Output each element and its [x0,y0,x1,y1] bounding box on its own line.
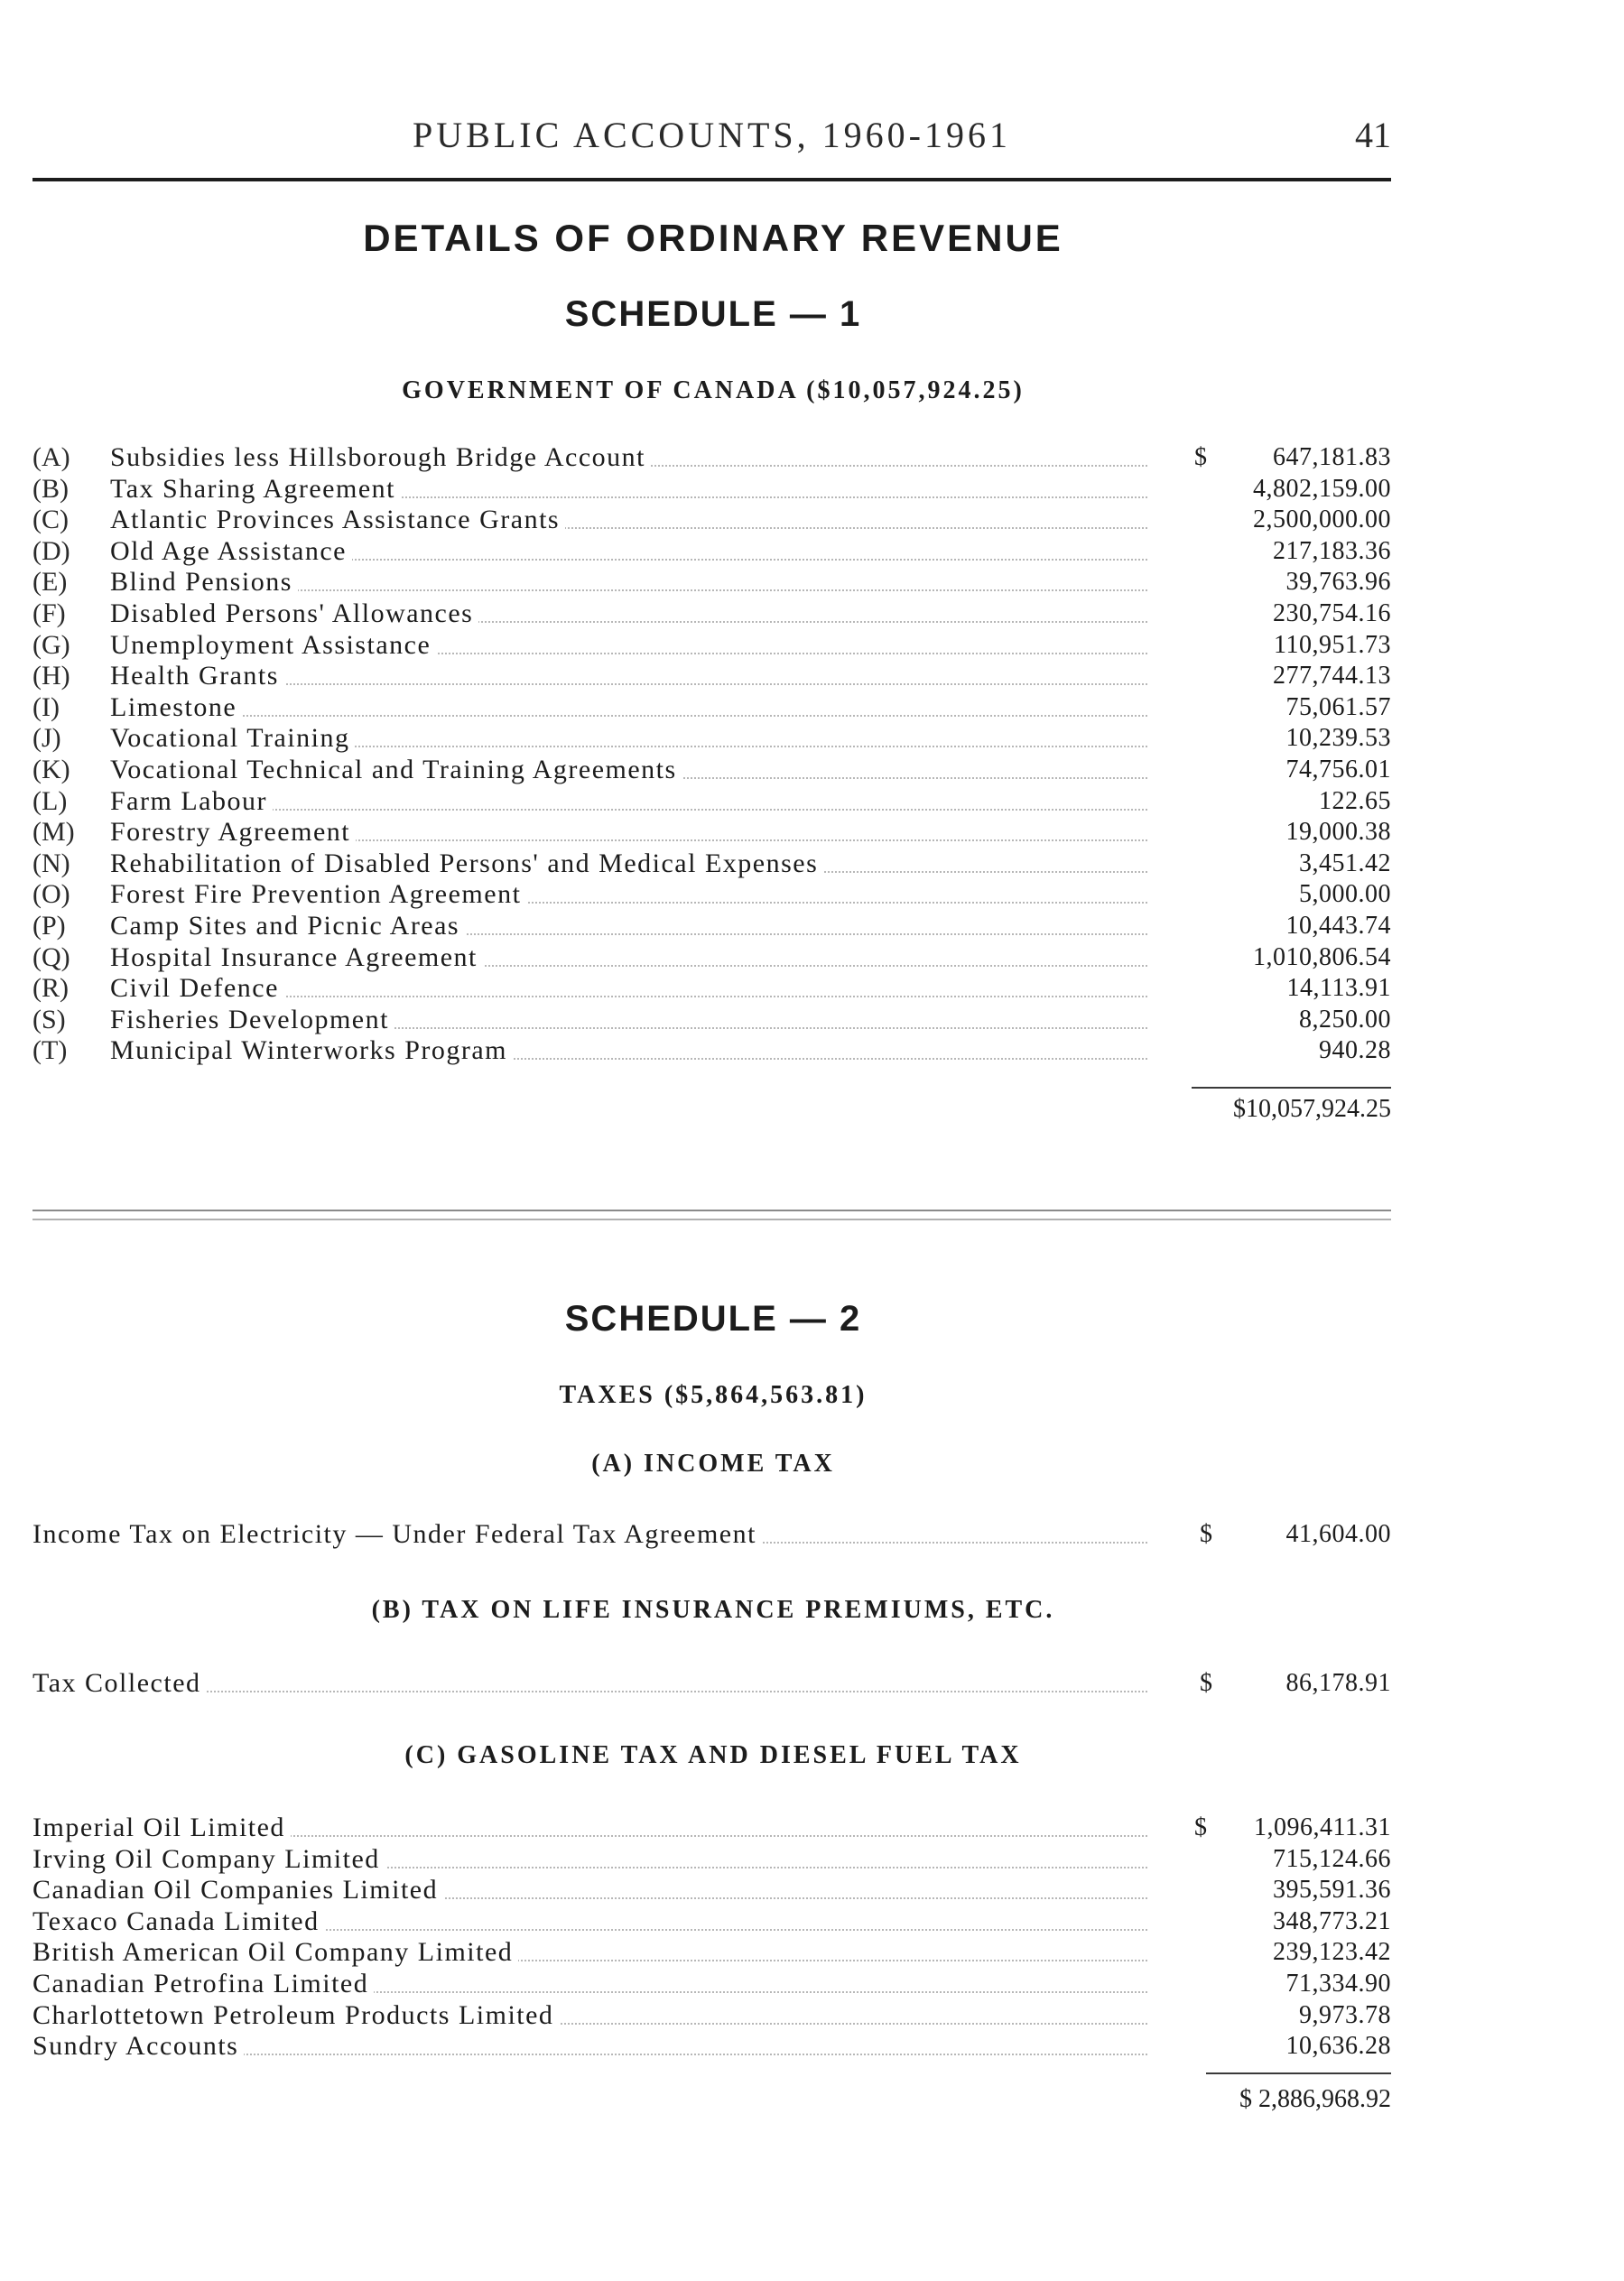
item-label: Forest Fire Prevention Agreement [110,879,526,910]
item-amount: 277,744.13 [1273,662,1391,691]
item-letter: (L) [32,785,68,816]
life-insurance-heading: (B) TAX ON LIFE INSURANCE PREMIUMS, ETC. [371,1596,1055,1624]
list-item [32,942,1391,974]
section-divider [32,1210,1391,1211]
currency-symbol: $ [1194,443,1207,471]
list-item [32,755,1391,786]
item-amount: 86,178.91 [1285,1669,1391,1697]
item-amount: 2,500,000.00 [1253,505,1391,534]
item-label: Tax Sharing Agreement [110,474,401,505]
currency-symbol: $ [1194,1813,1207,1841]
list-item [32,2000,1391,2032]
list-item [32,692,1391,724]
item-amount: 39,763.96 [1285,568,1391,597]
item-amount: 230,754.16 [1273,598,1391,627]
schedule-2-subheading: TAXES ($5,864,563.81) [559,1381,868,1409]
item-letter: (O) [32,879,70,910]
item-letter: (C) [32,505,69,535]
item-label: Canadian Petrofina Limited [32,1969,374,1999]
list-item [32,1519,1391,1551]
item-amount: 122.65 [1319,786,1391,815]
list-item [32,786,1391,818]
schedule-1-total-row [32,1095,1391,1131]
item-label: Vocational Training [110,723,355,754]
schedule-1-heading: SCHEDULE — 1 [564,294,862,334]
item-label: Irving Oil Company Limited [32,1844,385,1875]
schedule-1-list [32,442,1391,1067]
item-label: Texaco Canada Limited [32,1906,325,1937]
item-letter: (H) [32,661,70,691]
item-amount: 1,010,806.54 [1253,942,1391,971]
item-label: Rehabilitation of Disabled Persons' and Medical Expenses [110,848,823,879]
item-letter: (N) [32,848,70,878]
item-amount: 9,973.78 [1299,2000,1391,2029]
sum-rule [1192,1087,1391,1089]
sum-rule [1206,2072,1391,2074]
item-letter: (P) [32,910,66,941]
list-item [32,1906,1391,1938]
item-label: Income Tax on Electricity — Under Federal Tax Agreement [32,1519,762,1550]
gasoline-total-row [32,2085,1391,2121]
item-label: Unemployment Assistance [110,630,436,661]
item-label: Charlottetown Petroleum Products Limited [32,2000,559,2031]
item-amount: 5,000.00 [1299,880,1391,909]
item-letter: (B) [32,473,69,504]
item-label: Tax Collected [32,1668,207,1699]
gasoline-total: $ 2,886,968.92 [1239,2085,1391,2113]
item-amount: 19,000.38 [1285,818,1391,847]
list-item [32,1668,1391,1700]
item-label: Civil Defence [110,973,284,1004]
list-item [32,474,1391,505]
item-label: Forestry Agreement [110,817,356,848]
item-amount: 395,591.36 [1273,1876,1391,1905]
list-item [32,661,1391,692]
item-letter: (R) [32,973,69,1004]
item-amount: 4,802,159.00 [1253,474,1391,503]
list-item [32,1969,1391,2000]
item-amount: 1,096,411.31 [1254,1813,1391,1841]
dot-leader [110,715,1147,717]
item-amount: 10,636.28 [1285,2032,1391,2061]
item-letter: (T) [32,1035,68,1066]
list-item [32,1937,1391,1969]
item-amount: 10,239.53 [1285,724,1391,753]
item-label: Atlantic Provinces Assistance Grants [110,505,565,535]
item-amount: 14,113.91 [1286,974,1391,1003]
gasoline-tax-list [32,1813,1391,2063]
item-letter: (M) [32,817,75,848]
list-item [32,1875,1391,1906]
list-item [32,442,1391,474]
currency-symbol: $ [1200,1669,1212,1697]
item-letter: (K) [32,754,70,784]
item-label: Camp Sites and Picnic Areas [110,911,465,941]
list-item [32,630,1391,662]
item-amount: 8,250.00 [1299,1005,1391,1034]
running-head [32,114,1391,168]
page-number: 41 [1355,115,1391,155]
item-letter: (D) [32,535,70,566]
item-letter: (E) [32,567,68,598]
item-amount: 75,061.57 [1285,692,1391,721]
list-item [32,2031,1391,2063]
list-item [32,536,1391,568]
list-item [32,567,1391,598]
item-letter: (S) [32,1004,66,1034]
header-rule [32,178,1391,181]
item-label: Municipal Winterworks Program [110,1035,513,1066]
list-item [32,723,1391,755]
item-label: Imperial Oil Limited [32,1813,291,1843]
item-label: Hospital Insurance Agreement [110,942,483,973]
section-divider [32,1219,1391,1220]
list-item [32,911,1391,942]
item-amount: 110,951.73 [1274,630,1391,659]
schedule-1-subheading: GOVERNMENT OF CANADA ($10,057,924.25) [402,376,1025,404]
item-letter: (A) [32,442,70,472]
item-amount: 41,604.00 [1285,1520,1391,1548]
list-item [32,973,1391,1005]
item-amount: 647,181.83 [1273,443,1391,471]
list-item [32,848,1391,880]
item-label: Blind Pensions [110,567,298,598]
item-letter: (J) [32,723,61,754]
item-label: Disabled Persons' Allowances [110,598,478,629]
item-letter: (F) [32,598,66,628]
list-item [32,1844,1391,1876]
item-amount: 74,756.01 [1285,755,1391,784]
schedule-2-heading: SCHEDULE — 2 [564,1299,862,1339]
item-label: Fisheries Development [110,1005,394,1035]
list-item [32,598,1391,630]
item-label: Health Grants [110,661,284,691]
main-title: DETAILS OF ORDINARY REVENUE [363,217,1063,259]
item-label: Vocational Technical and Training Agreements [110,755,682,785]
item-label: British American Oil Company Limited [32,1937,518,1968]
list-item [32,505,1391,536]
running-title: PUBLIC ACCOUNTS, 1960-1961 [413,115,1011,155]
item-letter: (Q) [32,941,70,972]
item-amount: 348,773.21 [1273,1906,1391,1935]
list-item [32,1035,1391,1067]
currency-symbol: $ [1200,1520,1212,1548]
item-amount: 71,334.90 [1285,1969,1391,1998]
item-amount: 3,451.42 [1299,848,1391,877]
item-amount: 239,123.42 [1273,1938,1391,1967]
item-label: Limestone [110,692,242,723]
item-amount: 217,183.36 [1273,536,1391,565]
item-letter: (G) [32,629,70,660]
income-tax-heading: (A) INCOME TAX [591,1450,835,1478]
item-label: Sundry Accounts [32,2031,244,2062]
income-tax-list [32,1519,1391,1551]
list-item [32,1813,1391,1844]
item-amount: 940.28 [1319,1036,1391,1065]
item-label: Old Age Assistance [110,536,352,567]
item-label: Canadian Oil Companies Limited [32,1875,443,1905]
list-item [32,817,1391,848]
item-amount: 10,443.74 [1285,911,1391,940]
list-item [32,1005,1391,1036]
item-amount: 715,124.66 [1273,1844,1391,1873]
item-letter: (I) [32,691,60,722]
gasoline-tax-heading: (C) GASOLINE TAX AND DIESEL FUEL TAX [404,1741,1022,1769]
schedule-1-total: $10,057,924.25 [1233,1095,1391,1123]
life-insurance-list [32,1668,1391,1700]
item-label: Farm Labour [110,786,273,817]
list-item [32,879,1391,911]
item-label: Subsidies less Hillsborough Bridge Account [110,442,651,473]
